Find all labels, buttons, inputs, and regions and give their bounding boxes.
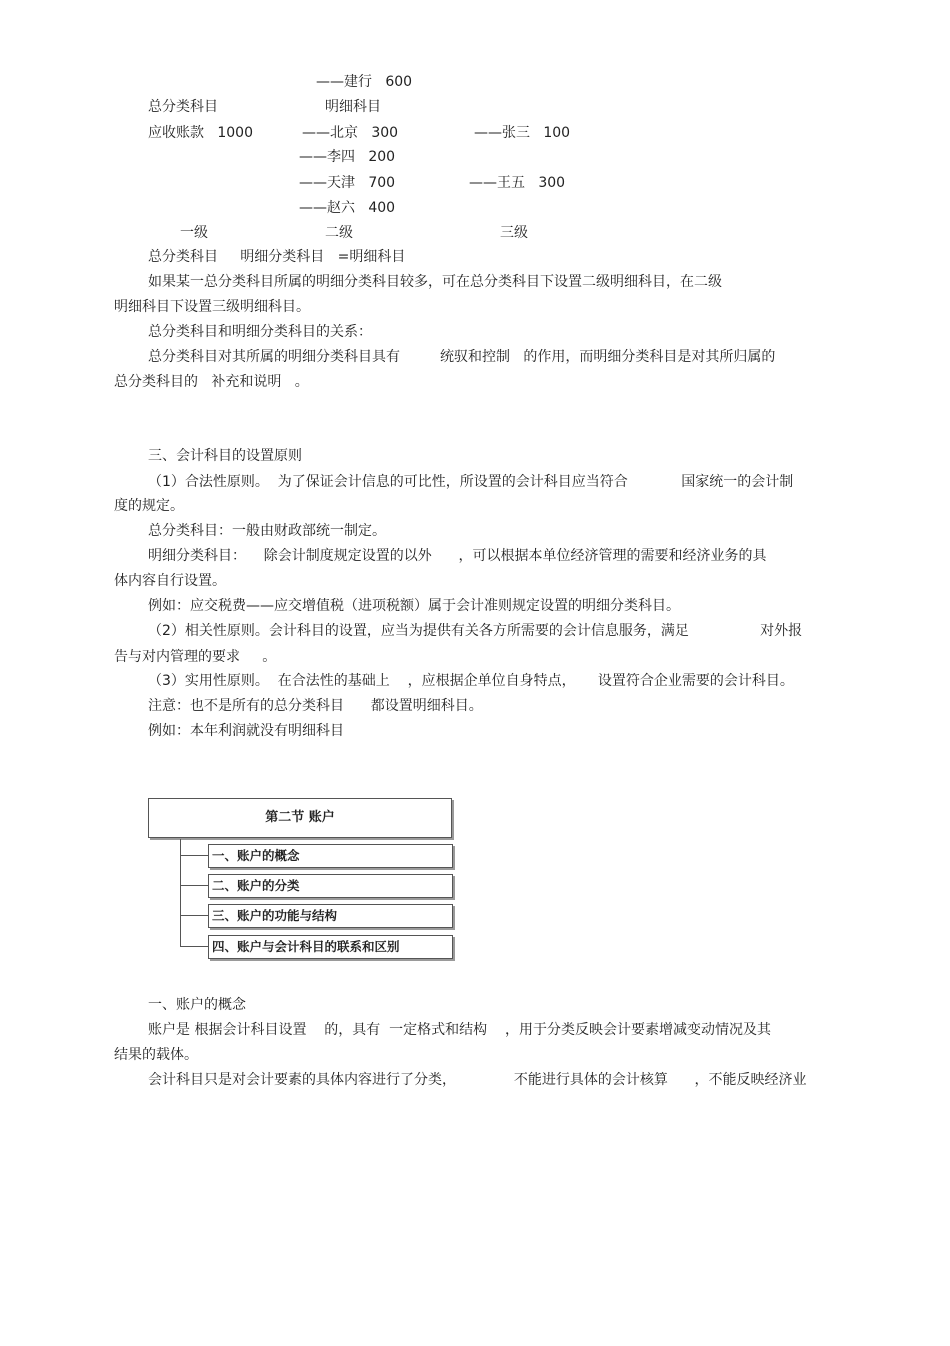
diagram-item: 一、账户的概念 — [208, 844, 453, 868]
diagram-item: 三、账户的功能与结构 — [208, 904, 453, 928]
label-general-account: 总分类科目 — [148, 99, 218, 115]
paragraph-line: 总分类科目对其所属的明细分类科目具有 统驭和控制 的作用，而明细分类科目是对其所归属的 — [148, 349, 776, 365]
diagram-connector — [180, 946, 208, 947]
diagram-connector — [180, 885, 208, 886]
tree-zhaoliu: ——赵六 400 — [299, 200, 396, 216]
diagram-item: 四、账户与会计科目的联系和区别 — [208, 935, 453, 959]
diagram-item: 二、账户的分类 — [208, 874, 453, 898]
tree-beijing: ——北京 300 — [302, 125, 399, 141]
paragraph-line: （3）实用性原则。 在合法性的基础上 ，应根据企单位自身特点， 设置符合企业需要的会计科目。 — [148, 673, 794, 689]
paragraph-line: 明细科目下设置三级明细科目。 — [114, 299, 310, 315]
section-outline-diagram — [146, 796, 458, 962]
paragraph-line: 总分类科目和明细分类科目的关系： — [148, 324, 372, 340]
section-heading-account-concept: 一、账户的概念 — [148, 997, 246, 1013]
paragraph-line: 告与对内管理的要求 。 — [114, 649, 277, 665]
paragraph-line: 结果的载体。 — [114, 1047, 198, 1063]
label-detail-account: 明细科目 — [325, 99, 381, 115]
paragraph-line: 账户是 根据会计科目设置 的，具有 一定格式和结构 ，用于分类反映会计要素增减变动情况及其 — [148, 1022, 771, 1038]
tree-jianhang: ——建行 600 — [316, 74, 413, 90]
paragraph-line: 如果某一总分类科目所属的明细分类科目较多，可在总分类科目下设置二级明细科目，在二级 — [148, 274, 722, 290]
diagram-title: 第二节 账户 — [148, 798, 452, 838]
paragraph-line: 总分类科目：一般由财政部统一制定。 — [148, 523, 386, 539]
paragraph-line: 度的规定。 — [114, 498, 184, 514]
paragraph-line: 注意：也不是所有的总分类科目 都设置明细科目。 — [148, 698, 483, 714]
section-heading-principles: 三、会计科目的设置原则 — [148, 448, 302, 464]
tree-lisi: ——李四 200 — [299, 149, 396, 165]
paragraph-line: 体内容自行设置。 — [114, 573, 226, 589]
level-three: 三级 — [500, 225, 528, 241]
tree-tianjin: ——天津 700 — [299, 175, 396, 191]
paragraph-line: 总分类科目的 补充和说明 。 — [114, 374, 309, 390]
paragraph-line: 例如：应交税费——应交增值税（进项税额）属于会计准则规定设置的明细分类科目。 — [148, 598, 680, 614]
formula-line: 总分类科目 明细分类科目 =明细科目 — [148, 249, 406, 265]
paragraph-line: 会计科目只是对会计要素的具体内容进行了分类， 不能进行具体的会计核算 ，不能反映经济业 — [148, 1072, 807, 1088]
paragraph-line: 例如：本年利润就没有明细科目 — [148, 723, 344, 739]
diagram-connector — [180, 855, 208, 856]
level-one: 一级 — [180, 225, 208, 241]
paragraph-line: （2）相关性原则。会计科目的设置，应当为提供有关各方所需要的会计信息服务，满足 对外报 — [148, 623, 803, 639]
tree-zhangsan: ——张三 100 — [474, 125, 571, 141]
tree-receivables: 应收账款 1000 — [148, 125, 253, 141]
paragraph-line: （1）合法性原则。 为了保证会计信息的可比性，所设置的会计科目应当符合 国家统一的会计制 — [148, 474, 794, 490]
level-two: 二级 — [325, 225, 353, 241]
paragraph-line: 明细分类科目： 除会计制度规定设置的以外 ，可以根据本单位经济管理的需要和经济业务的具 — [148, 548, 767, 564]
diagram-connector — [180, 915, 208, 916]
tree-wangwu: ——王五 300 — [469, 175, 566, 191]
